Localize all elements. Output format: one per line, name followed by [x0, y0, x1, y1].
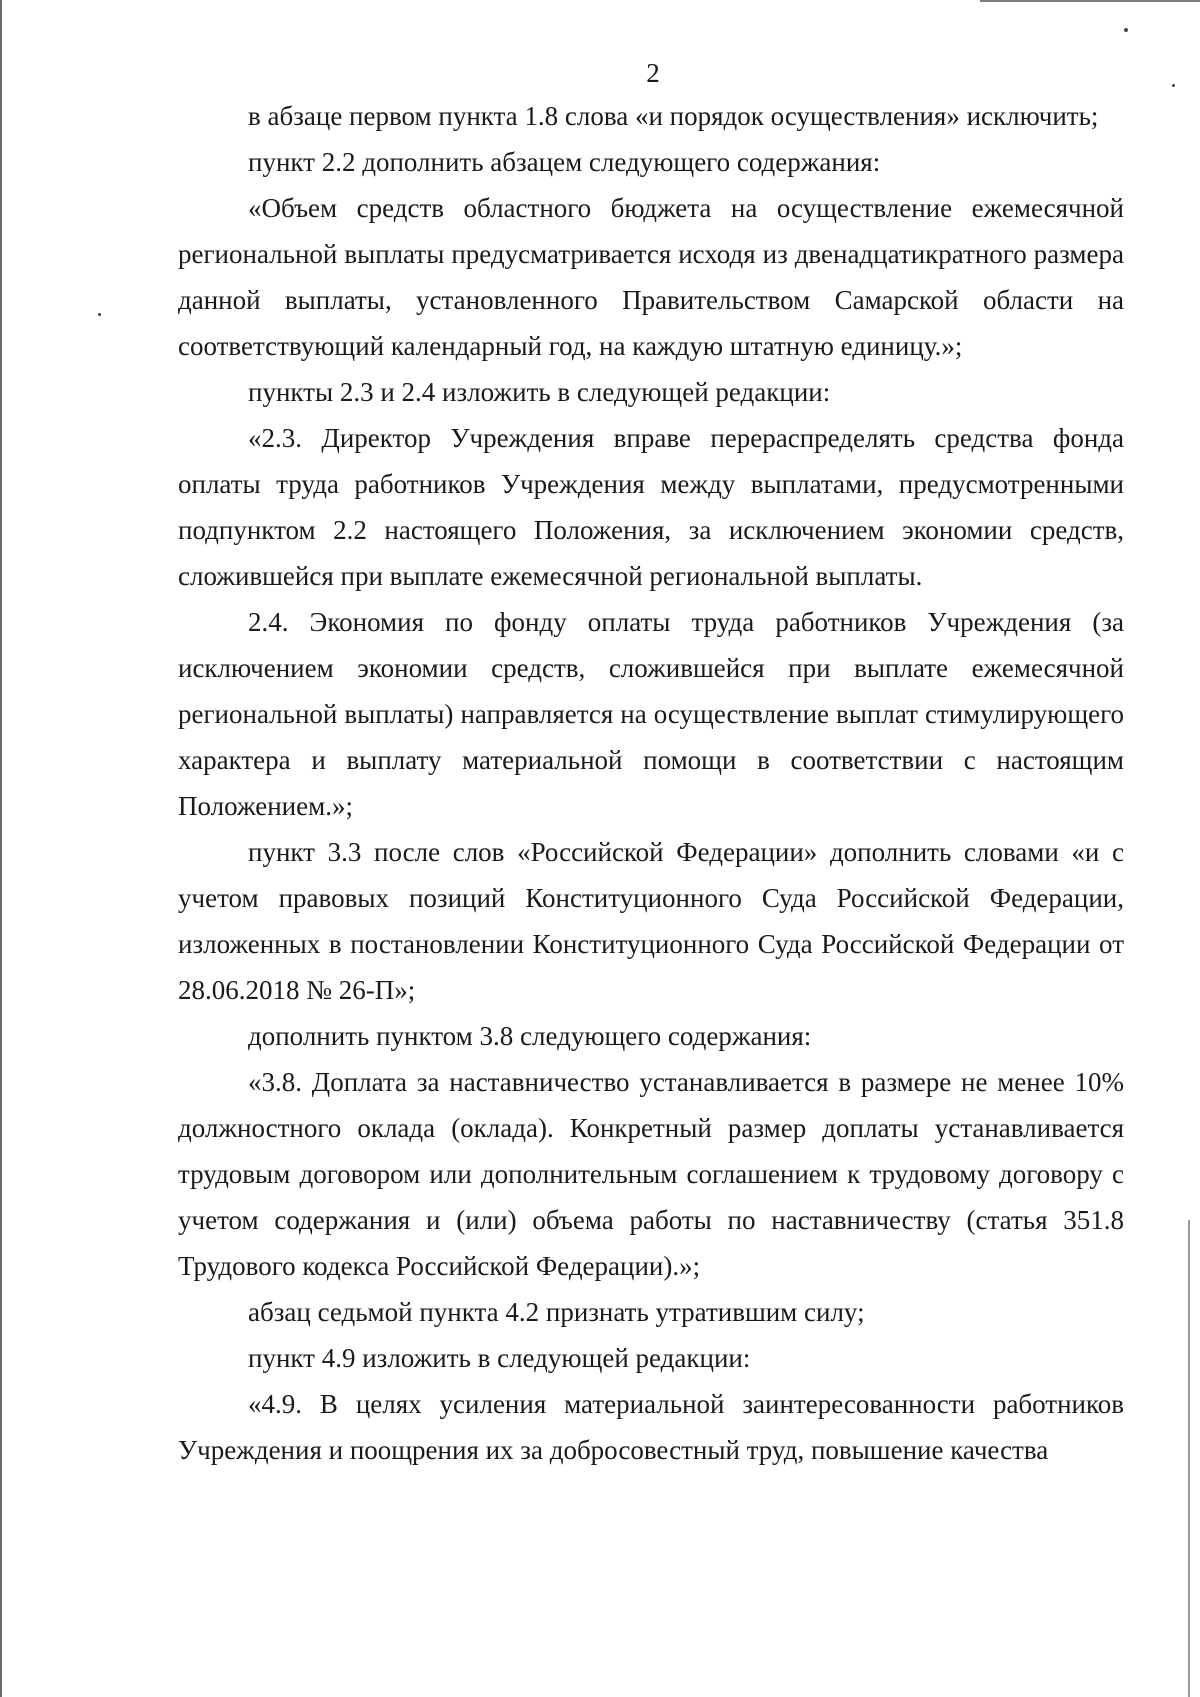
scan-top-edge — [980, 0, 1200, 2]
scan-speck — [98, 313, 101, 316]
paragraph: «4.9. В целях усиления материальной заинтересованности работников Учреждения и поощрения их за добросовестный труд, повышение качества — [178, 1389, 1124, 1465]
paragraph: «2.3. Директор Учреждения вправе перераспределять средства фонда оплаты труда работников Учреждения между выплатами, предусмотренными подпунктом 2.2 настоящего Положения, за исключением экономии средств, сложившейся при выплате ежемесячной региональной выплаты. — [178, 423, 1124, 591]
scan-right-edge — [1188, 1220, 1190, 1697]
paragraph: абзац седьмой пункта 4.2 признать утратившим силу; — [248, 1297, 865, 1327]
document-body — [178, 93, 1124, 1473]
paragraph: пункт 2.2 дополнить абзацем следующего содержания: — [248, 147, 881, 177]
paragraph: «3.8. Доплата за наставничество устанавливается в размере не менее 10% должностного оклада (оклада). Конкретный размер доплаты устанавливается трудовым договором или дополнительным соглашением к трудовому договору с учетом содержания и (или) объема работы по наставничеству (статья 351.8 Трудового кодекса Российской Федерации).»; — [178, 1067, 1124, 1281]
page-number: 2 — [646, 58, 660, 88]
paragraph: пункт 3.3 после слов «Российской Федерации» дополнить словами «и с учетом правовых позиций Конституционного Суда Российской Федерации, изложенных в постановлении Конституционного Суда Российской Федерации от 28.06.2018 № 26-П»; — [178, 837, 1124, 1005]
paragraph: пункт 4.9 изложить в следующей редакции: — [248, 1343, 751, 1373]
paragraph: дополнить пунктом 3.8 следующего содержания: — [248, 1021, 812, 1051]
paragraph: 2.4. Экономия по фонду оплаты труда работников Учреждения (за исключением экономии средств, сложившейся при выплате ежемесячной региональной выплаты) направляется на осуществление выплат стимулирующего характера и выплату материальной помощи в соответствии с настоящим Положением.»; — [178, 607, 1124, 821]
paragraph: «Объем средств областного бюджета на осуществление ежемесячной региональной выплаты предусматривается исходя из двенадцатикратного размера данной выплаты, установленного Правительством Самарской области на соответствующий календарный год, на каждую штатную единицу.»; — [178, 193, 1124, 361]
paragraph: в абзаце первом пункта 1.8 слова «и порядок осуществления» исключить; — [248, 101, 1099, 131]
paragraph: пункты 2.3 и 2.4 изложить в следующей редакции: — [248, 377, 831, 407]
scan-speck — [1124, 28, 1128, 32]
scan-left-edge — [0, 0, 2, 1697]
